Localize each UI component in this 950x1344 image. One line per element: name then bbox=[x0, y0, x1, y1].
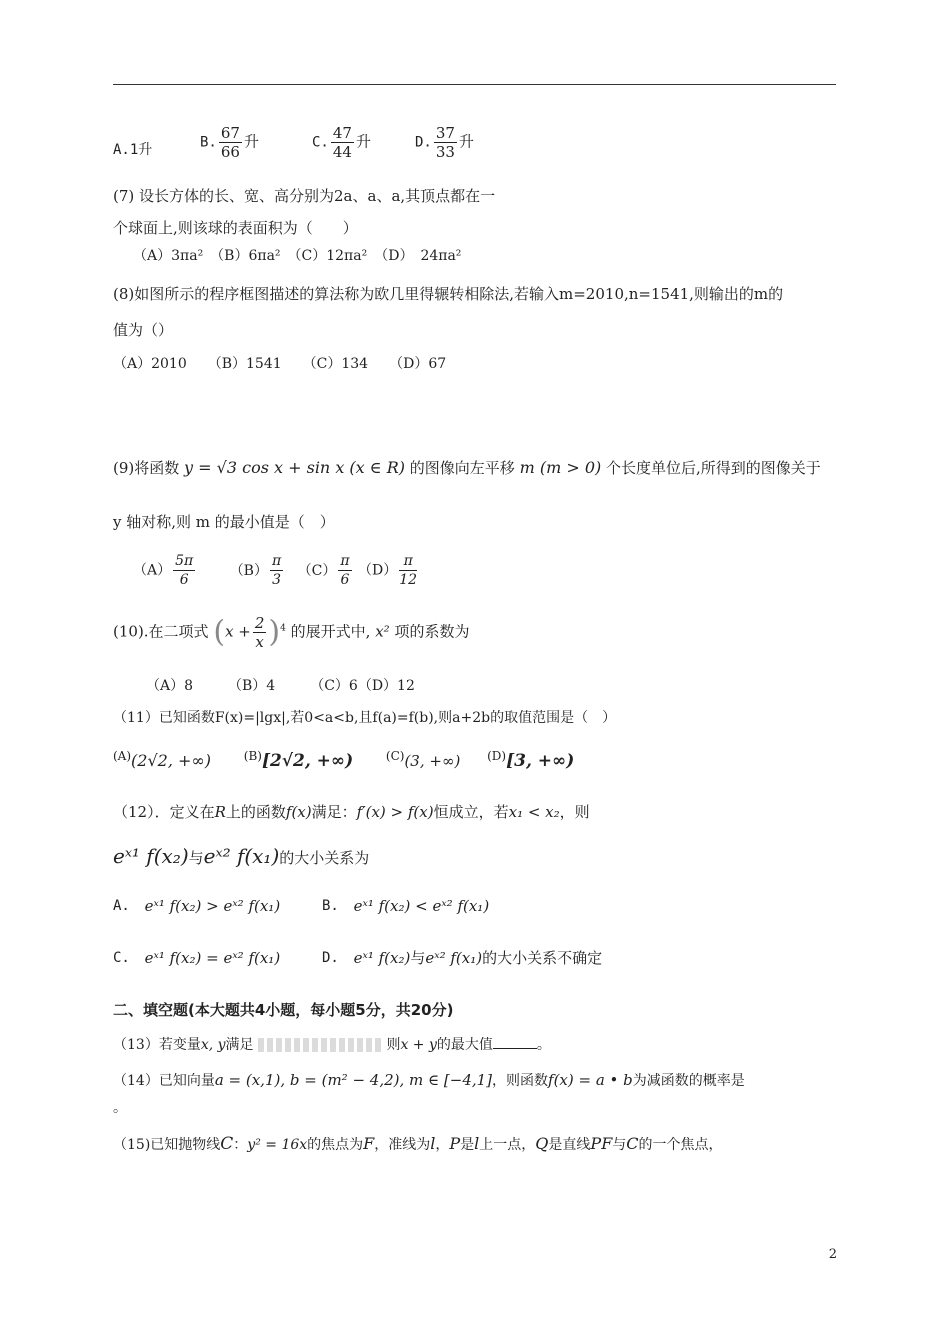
q6-option-c: C. $\frac{47}{44}$ 升 bbox=[312, 124, 371, 161]
q8-options: （A）2010 （B）1541 （C）134 （D）67 bbox=[113, 356, 447, 372]
q12-line2: eˣ¹ f(x₂)与eˣ² f(x₁)的大小关系为 bbox=[113, 844, 370, 868]
q12-line1: （12）．定义在R上的函数f(x)满足：f′(x) > f(x)恒成立，若x₁ < x₂，则 bbox=[113, 803, 590, 821]
q8-line1: (8)如图所示的程序框图描述的算法称为欧几里得辗转相除法,若输入m=2010,n=1541,则输出的m的 bbox=[113, 285, 784, 303]
q9-formula: y = √3 cos x + sin x (x ∈ R) bbox=[184, 458, 405, 477]
q6-option-c-fraction: $\frac{47}{44}$ bbox=[332, 124, 352, 161]
q7-line2: 个球面上,则该球的表面积为（ ） bbox=[113, 219, 358, 237]
q10-line1: (10).在二项式 (x + $\frac{2}{x}$ )$^4$ 的展开式中, x² 项的系数为 bbox=[113, 614, 470, 651]
q9-line1: (9)将函数 y = √3 cos x + sin x (x ∈ R) 的图像向左平移 m (m > 0) 个长度单位后,所得到的图像关于 bbox=[113, 458, 821, 477]
q10-options: （A）8 （B）4 （C）6（D）12 bbox=[146, 678, 415, 694]
q6-option-b-fraction: $\frac{67}{66}$ bbox=[220, 124, 240, 161]
q6-option-d-fraction: $\frac{37}{33}$ bbox=[435, 124, 455, 161]
q13-line: （13）若变量x, y满足 则x + y的最大值 。 bbox=[113, 1034, 551, 1055]
q13-constraints-image bbox=[258, 1038, 382, 1052]
q8-line2: 值为（） bbox=[113, 321, 174, 339]
q6-option-d: D. $\frac{37}{33}$ 升 bbox=[415, 124, 474, 161]
q13-answer-blank[interactable] bbox=[493, 1034, 537, 1049]
q12-option-d: D. eˣ¹ f(x₂)与eˣ² f(x₁)的大小关系不确定 bbox=[322, 949, 603, 967]
q15-line: （15)已知抛物线C：y² = 16x的焦点为F，准线为l，P是l上一点，Q是直线PF与C的一个焦点， bbox=[113, 1134, 723, 1154]
q12-option-c: C. eˣ¹ f(x₂) = eˣ² f(x₁) bbox=[113, 949, 281, 967]
q11-options: $^{(A)}$(2√2, +∞) $^{(B)}$[2√2, +∞) $^{(C)}$(3, +∞) $^{(D)}$[3, +∞) bbox=[113, 749, 575, 771]
header-rule bbox=[113, 84, 836, 85]
q14-line2: 。 bbox=[113, 1100, 127, 1116]
q12-option-b: B. eˣ¹ f(x₂) < eˣ² f(x₁) bbox=[322, 897, 490, 915]
q11-text: （11）已知函数F(x)=|lgx|,若0<a<b,且f(a)=f(b),则a+2b的取值范围是（ ） bbox=[113, 710, 617, 726]
q6-option-a: A.1升 bbox=[113, 142, 153, 158]
q9-options: （A） $\frac{5\pi}{6}$ （B） $\frac{\pi}{3}$ （C） $\frac{\pi}{6}$ （D） $\frac{\pi}{12}$ bbox=[133, 553, 418, 588]
q14-line1: （14）已知向量a = (x,1), b = (m² − 4,2), m ∈ [−4,1]，则函数f(x) = a • b为减函数的概率是 bbox=[113, 1071, 745, 1089]
q7-line1: (7) 设长方体的长、宽、高分别为2a、a、a,其顶点都在一 bbox=[113, 187, 496, 205]
q6-option-b: B. $\frac{67}{66}$ 升 bbox=[200, 124, 259, 161]
section2-title: 二、填空题(本大题共4小题，每小题5分，共20分) bbox=[113, 1001, 454, 1019]
q7-options: （A）3πa² （B）6πa² （C）12πa² （D） 24πa² bbox=[133, 248, 462, 264]
q9-line2: y 轴对称,则 m 的最小值是（ ） bbox=[113, 513, 335, 531]
page-number: 2 bbox=[828, 1247, 837, 1262]
q12-option-a: A. eˣ¹ f(x₂) > eˣ² f(x₁) bbox=[113, 897, 281, 915]
q9-shift: m (m > 0) bbox=[519, 458, 602, 477]
